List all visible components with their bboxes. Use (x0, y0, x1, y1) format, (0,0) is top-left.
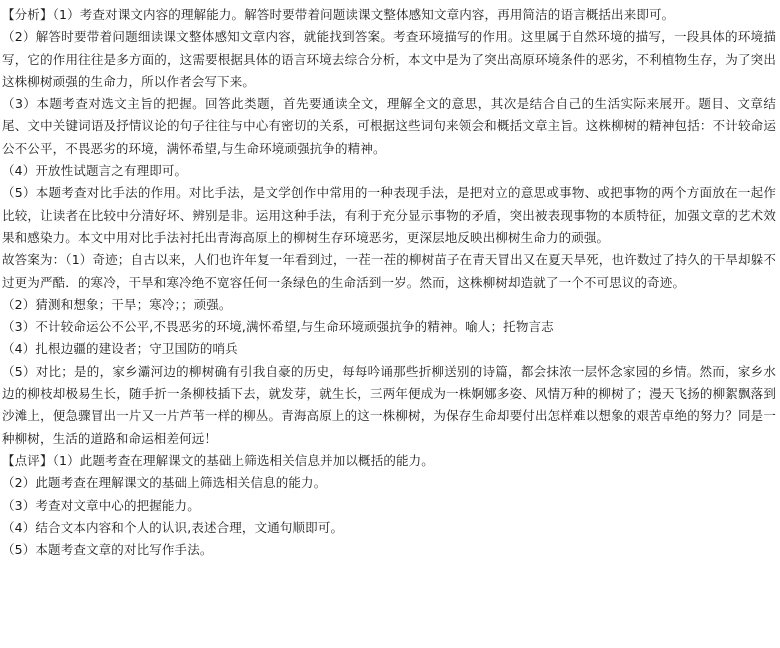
comment-item-3: （3）考查对文章中心的把握能力。 (2, 497, 200, 513)
analysis-item-1: 【分析】（1）考查对课文内容的理解能力。解答时要带着问题读课文整体感知文章内容，再用简洁的语言概括出来即可。 (2, 7, 675, 22)
analysis-item-4: （4）开放性试题言之有理即可。 (2, 163, 188, 179)
answer-item-4: （4）扎根边疆的建设者；守卫国防的哨兵 (2, 341, 238, 357)
analysis-item-3: （3）本题考查对选文主旨的把握。回答此类题，首先要通读全文，理解全文的意思，其次是结合自己的生活实际来展开。题目、文章结尾、文中关键词语及抒情议论的句子往往与中心有密切的关系，可根据这些词句来领会和概括文章主旨。这株柳树的精神包括：不计较命运公不公平，不畏恶劣的环境，满怀希望,与生命环境顽强抗争的精神。 (2, 96, 776, 156)
comment-item-1: 【点评】（1）此题考查在理解课文的基础上筛选相关信息并加以概括的能力。 (2, 452, 434, 468)
answer-item-3: （3）不计较命运公不公平,不畏恶劣的环境,满怀希望,与生命环境顽强抗争的精神。喻人；托物言志 (2, 319, 554, 335)
comment-item-2: （2）此题考查在理解课文的基础上筛选相关信息的能力。 (2, 475, 327, 491)
answer-item-2: （2）猜测和想象；干旱；寒冷；；顽强。 (2, 296, 232, 312)
comment-item-5: （5）本题考查文章的对比写作手法。 (2, 542, 213, 558)
answer-item-1: 故答案为：（1）奇迹；自古以来，人们也许年复一年看到过，一茬一茬的柳树苗子在青天冒出又在夏天旱死，也许数过了持久的干旱却躲不过更为严酷．的寒冷，干旱和寒冷绝不宽容任何一条绿色的生命活到一岁。然而，这株柳树却造就了一个不可思议的奇迹。 (2, 252, 776, 290)
analysis-item-2: （2）解答时要带着问题细读课文整体感知文章内容，就能找到答案。考查环境描写的作用。这里属于自然环境的描写，一段具体的环境描写，它的作用往往是多方面的，这需要根据具体的语言环境去综合分析，本文中是为了突出高原环境条件的恶劣，不利植物生存，为了突出这株柳树顽强的生命力，所以作者会写下来。 (2, 29, 776, 89)
comment-item-4: （4）结合文本内容和个人的认识,表述合理，文通句顺即可。 (2, 519, 344, 535)
answer-item-5: （5）对比；是的，家乡灞河边的柳树确有引我自豪的历史，每每吟诵那些折柳送别的诗篇，都会抹浓一层怀念家园的乡情。然而，家乡水边的柳枝却极易生长，随手折一条柳枝插下去，就发芽，就生长，三两年便成为一株婀娜多姿、风情万种的柳树了；漫天飞扬的柳絮飘落到沙滩上，便急骤冒出一片又一片芦苇一样的柳丛。青海高原上的这一株柳树，为保存生命却要付出怎样难以想象的艰苦卓绝的努力？同是一种柳树，生活的道路和命运相差何远！ (2, 363, 776, 446)
analysis-item-5: （5）本题考查对比手法的作用。对比手法，是文学创作中常用的一种表现手法，是把对立的意思或事物、或把事物的两个方面放在一起作比较，让读者在比较中分清好坏、辨别是非。运用这种手法，有利于充分显示事物的矛盾，突出被表现事物的本质特征，加强文章的艺术效果和感染力。本文中用对比手法衬托出青海高原上的柳树生存环境恶劣，更深层地反映出柳树生命力的顽强。 (2, 185, 776, 245)
answer-explanation-document (2, 4, 776, 561)
